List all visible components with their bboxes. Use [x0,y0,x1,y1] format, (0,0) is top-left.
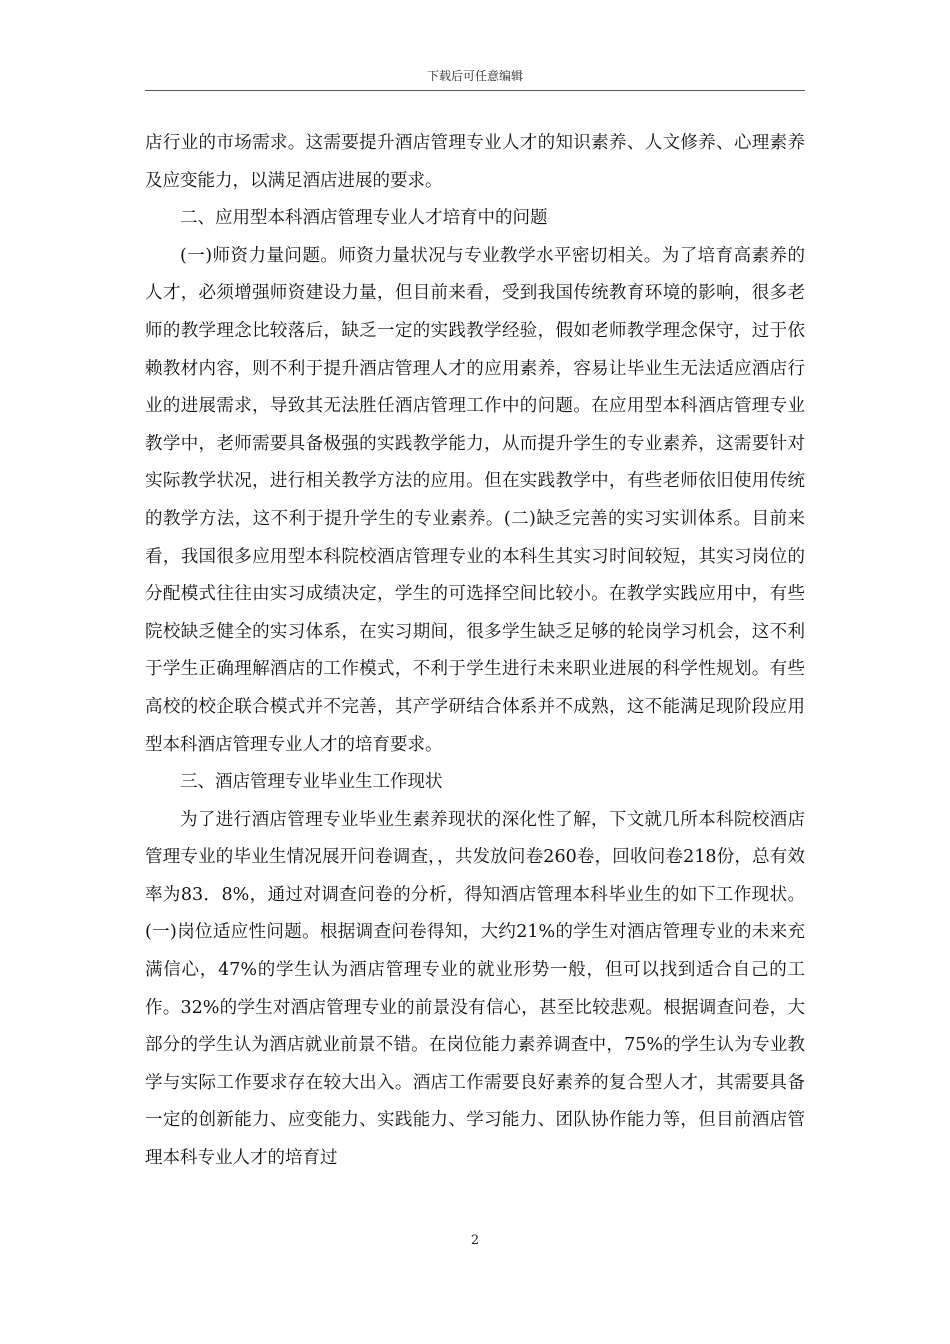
page-header: 下载后可任意编辑 [426,69,523,83]
section-heading-3: 三、酒店管理专业毕业生工作现状 [180,772,443,793]
section-heading-2: 二、应用型本科酒店管理专业人才培育中的问题 [180,208,548,229]
paragraph-graduate-survey: 为了进行酒店管理专业毕业生素养现状的深化性了解，下文就几所本科院校酒店管理专业的毕业生情况展开问卷调查，，共发放问卷260卷，回收问卷218份，总有效率为83．8%，通过对调查问卷的分析，得知酒店管理本科毕业生的如下工作现状。(一)岗位适应性问题。根据调查问卷得知，大约21%的学生对酒店管理专业的未来充满信心，47%的学生认为酒店管理专业的就业形势一般，但可以找到适合自己的工作。32%的学生对酒店管理专业的前景没有信心，甚至比较悲观。根据调查问卷，大部分的学生认为酒店就业前景不错。在岗位能力素养调查中，75%的学生认为专业教学与实际工作要求存在较大出入。酒店工作需要良好素养的复合型人才，其需要具备一定的创新能力、应变能力、实践能力、学习能力、团队协作能力等，但目前酒店管理本科专业人才的培育过 [145,809,805,1169]
paragraph-continuation: 店行业的市场需求。这需要提升酒店管理专业人才的知识素养、人文修养、心理素养及应变能力，以满足酒店进展的要求。 [145,133,805,191]
document-body [145,125,805,1178]
header-divider [145,90,805,91]
page-number: 2 [470,1233,480,1248]
paragraph-faculty-issues: (一)师资力量问题。师资力量状况与专业教学水平密切相关。为了培育高素养的人才，必须增强师资建设力量，但目前来看，受到我国传统教育环境的影响，很多老师的教学理念比较落后，缺乏一定的实践教学经验，假如老师教学理念保守，过于依赖教材内容，则不利于提升酒店管理人才的应用素养，容易让毕业生无法适应酒店行业的进展需求，导致其无法胜任酒店管理工作中的问题。在应用型本科酒店管理专业教学中，老师需要具备极强的实践教学能力，从而提升学生的专业素养，这需要针对实际教学状况，进行相关教学方法的应用。但在实践教学中，有些老师依旧使用传统的教学方法，这不利于提升学生的专业素养。(二)缺乏完善的实习实训体系。目前来看，我国很多应用型本科院校酒店管理专业的本科生其实习时间较短，其实习岗位的分配模式往往由实习成绩决定，学生的可选择空间比较小。在教学实践应用中，有些院校缺乏健全的实习体系，在实习期间，很多学生缺乏足够的轮岗学习机会，这不利于学生正确理解酒店的工作模式，不利于学生进行未来职业进展的科学性规划。有些高校的校企联合模式并不完善，其产学研结合体系并不成熟，这不能满足现阶段应用型本科酒店管理专业人才的培育要求。 [145,245,805,755]
